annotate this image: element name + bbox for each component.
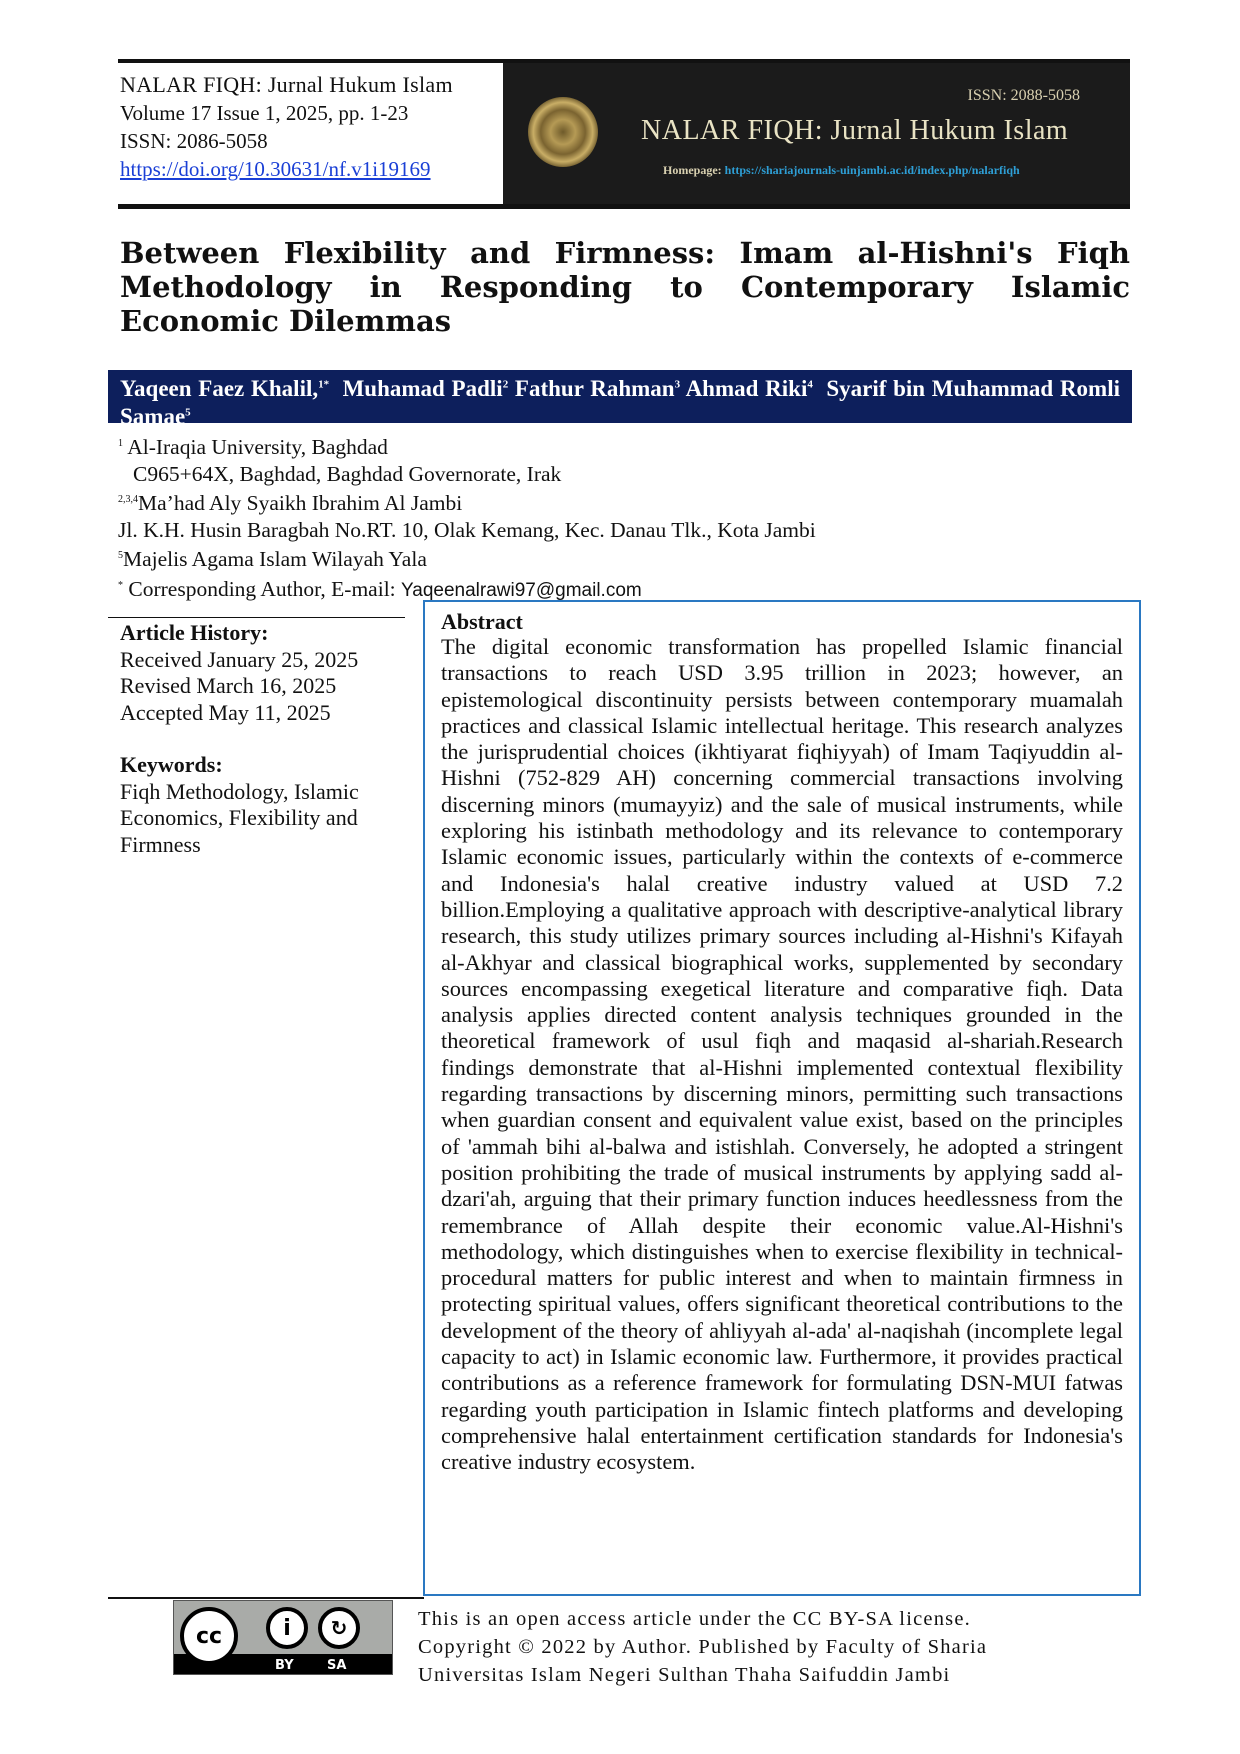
author: Syarif bin Muhammad Romli Samae$^5$ xyxy=(120,375,1120,430)
email[interactable]: Yaqeenalrawi97@gmail.com xyxy=(401,580,642,602)
keywords: Fiqh Methodology, Islamic Economics, Flexibility and Firmness xyxy=(120,778,359,857)
license-text xyxy=(418,1605,987,1689)
volume-info: Volume 17 Issue 1, 2025, pp. 1-23 xyxy=(120,101,409,125)
affiliation: $^1$ Al-Iraqia University, Baghdad xyxy=(118,435,388,460)
affiliation: C965+64X, Baghdad, Baghdad Governorate, Irak xyxy=(133,461,562,486)
author: Ahmad Riki$^4$ xyxy=(685,375,813,401)
journal-banner xyxy=(503,63,1130,204)
abstract-box xyxy=(423,600,1141,1596)
journal-info xyxy=(118,63,503,204)
journal-header xyxy=(118,59,1130,209)
author: Muhamad Padli$^2$ xyxy=(342,375,509,401)
abstract-heading: Abstract xyxy=(441,609,523,634)
corresponding-author: * Corresponding Author, E-mail: Yaqeenalrawi97@gmail.com xyxy=(118,577,642,602)
banner-homepage xyxy=(663,163,1020,178)
issn: ISSN: 2086-5058 xyxy=(120,129,268,153)
doi-link[interactable]: https://doi.org/10.30631/nf.v1i19169 xyxy=(120,157,431,181)
author: Fathur Rahman$^3$ xyxy=(514,375,681,401)
affiliations xyxy=(118,431,816,605)
homepage-link[interactable]: https://shariajournals-uinjambi.ac.id/index.php/nalarfiqh xyxy=(724,163,1020,177)
history-heading: Article History: xyxy=(120,620,269,645)
keywords-heading: Keywords: xyxy=(120,752,223,777)
abstract-text: The digital economic transformation has propelled Islamic financial transactions to reach USD 3.95 trillion in 2023; however, an epistemological discontinuity persists between contemporary muamalah practices and classical Islamic intellectual heritage. This research analyzes the jurisprudential choices (ikhtiyarat fiqhiyyah) of Imam Taqiyuddin al-Hishni (752-829 AH) concerning commercial transactions involving discerning minors (mumayyiz) and the sale of musical instruments, while exploring his istinbath methodology and its relevance to contemporary Islamic economic issues, particularly within the contexts of e-commerce and Indonesia's halal creative industry valued at USD 7.2 billion.Employing a qualitative approach with descriptive-analytical library research, this study utilizes primary sources including al-Hishni's Kifayah al-Akhyar and classical biographical works, supplemented by secondary sources encompassing exegetical literature and comparative fiqh. Data analysis applies directed content analysis techniques grounded in the theoretical framework of usul fiqh and maqasid al-shariah.Research findings demonstrate that al-Hishni implemented contextual flexibility regarding transactions by discerning minors, permitting such transactions when guardian consent and equivalent value exist, based on the principles of 'ammah bihi al-balwa and istishlah. Conversely, he adopted a stringent position prohibiting the trade of musical instruments by applying sadd al-dzari'ah, arguing that their primary function induces heedlessness from the remembrance of Allah despite their economic value.Al-Hishni's methodology, which distinguishes when to exercise flexibility in technical-procedural matters for public interest and when to maintain firmness in protecting spiritual values, offers significant theoretical contributions to the development of the theory of ahliyyah al-ada' al-naqishah (incomplete legal capacity to act) in Islamic economic law. Furthermore, it provides practical contributions as a reference framework for formulating DSN-MUI fatwas regarding youth participation in Islamic fintech platforms and developing comprehensive halal entertainment certification standards for Indonesia's creative industry ecosystem. xyxy=(441,634,1123,1475)
license-line: This is an open access article under the CC BY-SA license. xyxy=(418,1608,971,1630)
emblem-logo-icon xyxy=(528,97,598,167)
accepted-date: Accepted May 11, 2025 xyxy=(120,699,331,725)
banner-journal-name: NALAR FIQH: Jurnal Hukum Islam xyxy=(641,115,1069,146)
revised-date: Revised March 16, 2025 xyxy=(120,673,337,698)
footer-divider xyxy=(108,1597,424,1599)
affiliation: $^5$Majelis Agama Islam Wilayah Yala xyxy=(118,547,427,572)
author-bar xyxy=(108,370,1132,430)
author: Yaqeen Faez Khalil,$^{1*}$ xyxy=(120,375,330,401)
homepage-label: Homepage: xyxy=(663,163,722,177)
sa-label: SA xyxy=(327,1658,347,1673)
cc-by-sa-badge xyxy=(173,1600,393,1675)
copyright-line: Copyright © 2022 by Author. Published by Faculty of Sharia xyxy=(418,1636,988,1658)
publisher-line: Universitas Islam Negeri Sulthan Thaha Saifuddin Jambi xyxy=(418,1664,951,1686)
by-label: BY xyxy=(275,1658,294,1673)
attribution-icon: i xyxy=(266,1607,308,1649)
banner-issn: ISSN: 2088-5058 xyxy=(967,87,1080,104)
share-alike-icon: ↻ xyxy=(318,1607,360,1649)
article-title: Between Flexibility and Firmness: Imam al-Hishni's Fiqh Methodology in Responding to Contemporary Islamic Economic Dilemmas xyxy=(120,236,1130,338)
affiliation: $^{2,3,4}$Ma’had Aly Syaikh Ibrahim Al Jambi xyxy=(118,491,463,516)
article-sidebar xyxy=(108,617,405,858)
affiliation: Jl. K.H. Husin Baragbah No.RT. 10, Olak Kemang, Kec. Danau Tlk., Kota Jambi xyxy=(118,517,816,542)
cc-icon: cc xyxy=(180,1607,238,1665)
journal-name: NALAR FIQH: Jurnal Hukum Islam xyxy=(120,72,453,97)
received-date: Received January 25, 2025 xyxy=(120,646,359,672)
